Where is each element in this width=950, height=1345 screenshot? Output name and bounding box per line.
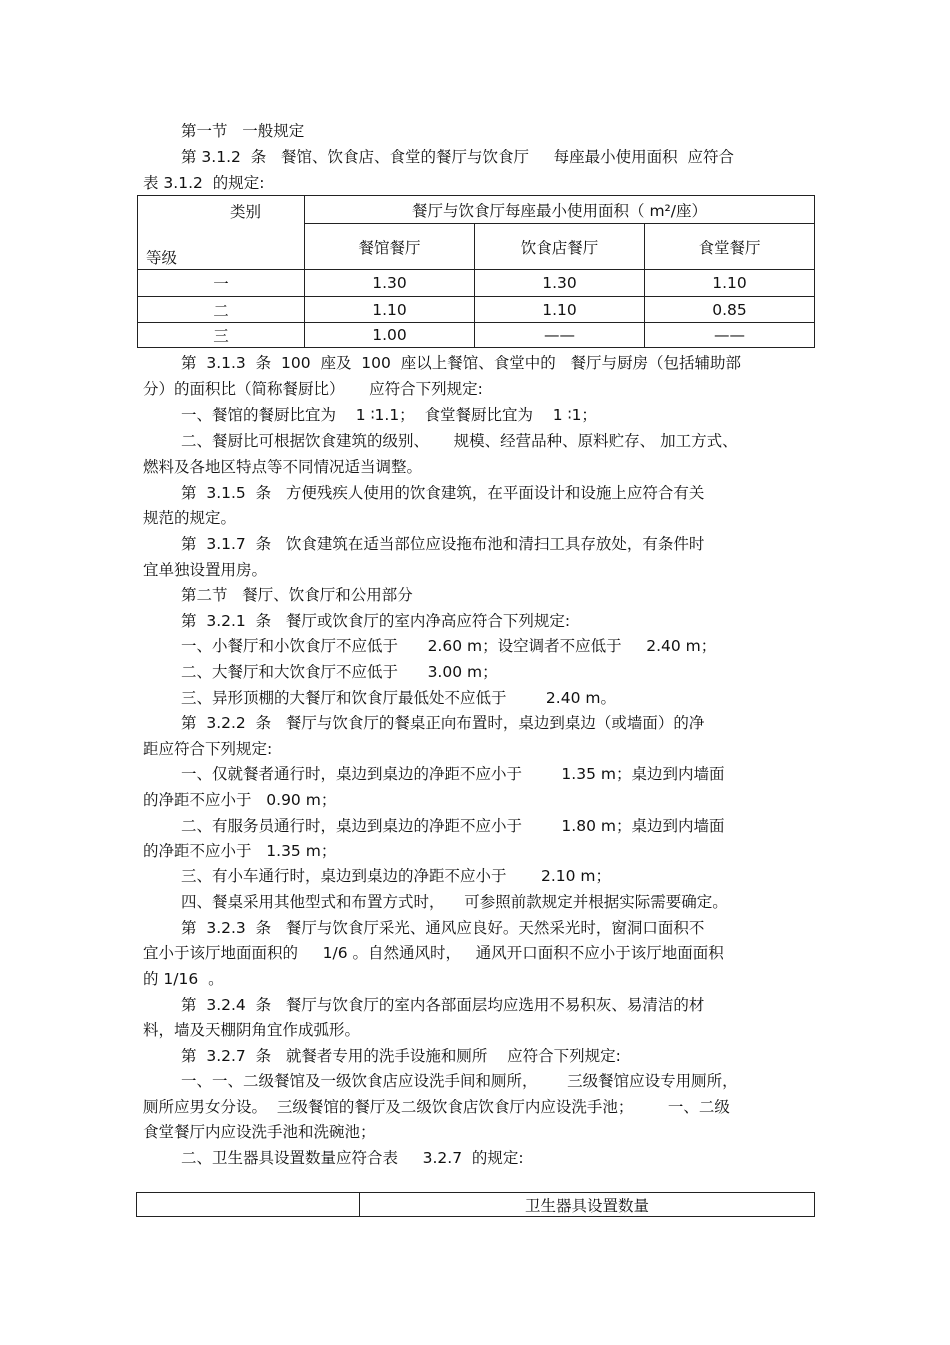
section-heading: 第二节 餐厅、饮食厅和公用部分 bbox=[181, 586, 413, 604]
value-cell: —— bbox=[645, 323, 815, 348]
clause-item: 二、大餐厅和大饮食厅不应低于 3.00 m； bbox=[181, 663, 498, 681]
clause-3-1-5-cont: 规范的规定。 bbox=[143, 509, 237, 527]
section-heading: 第一节 一般规定 bbox=[181, 122, 305, 140]
table-3-1-2 bbox=[137, 195, 815, 348]
clause-item: 三、异形顶棚的大餐厅和饮食厅最低处不应低于 2.40 m。 bbox=[181, 689, 616, 707]
clause-item: 一、仅就餐者通行时，桌边到桌边的净距不应小于 1.35 m；桌边到内墙面 bbox=[181, 765, 725, 783]
table-group-header: 餐厅与饮食厅每座最小使用面积（ m²/座） bbox=[305, 196, 815, 224]
table-empty-cell bbox=[137, 1193, 360, 1217]
clause-3-1-7: 第 3.1.7 条 饮食建筑在适当部位应设拖布池和清扫工具存放处，有条件时 bbox=[181, 535, 705, 553]
clause-3-2-4: 第 3.2.4 条 餐厅与饮食厅的室内各部面层均应选用不易积灰、易清洁的材 bbox=[181, 996, 705, 1014]
table-row bbox=[138, 297, 815, 323]
clause-3-1-7-cont: 宜单独设置用房。 bbox=[143, 561, 268, 579]
clause-item: 四、餐桌采用其他型式和布置方式时， 可参照前款规定并根据实际需要确定。 bbox=[181, 893, 728, 911]
clause-item-cont: 食堂餐厅内应设洗手池和洗碗池； bbox=[143, 1123, 376, 1141]
clause-item: 一、餐馆的餐厨比宜为 1 ∶1.1； 食堂餐厨比宜为 1 ∶1； bbox=[181, 406, 597, 424]
clause-3-2-2-cont: 距应符合下列规定: bbox=[143, 740, 273, 758]
table-3-2-7 bbox=[136, 1192, 815, 1217]
value-cell: 1.30 bbox=[475, 270, 645, 297]
clause-3-2-3: 第 3.2.3 条 餐厅与饮食厅采光、通风应良好。天然采光时，窗洞口面积不 bbox=[181, 919, 705, 937]
clause-3-2-3-cont: 宜小于该厅地面面积的 1/6 。自然通风时， 通风开口面积不应小于该厅地面面积 bbox=[143, 944, 724, 962]
clause-3-2-3-cont: 的 1/16 。 bbox=[143, 970, 224, 988]
value-cell: 0.85 bbox=[645, 297, 815, 323]
clause-item: 二、餐厨比可根据饮食建筑的级别、 规模、经营品种、原料贮存、 加工方式、 bbox=[181, 432, 738, 450]
table-row bbox=[138, 270, 815, 297]
clause-3-1-3: 第 3.1.3 条 100 座及 100 座以上餐馆、食堂中的 餐厅与厨房（包括辅助部 bbox=[181, 354, 742, 372]
clause-3-2-2: 第 3.2.2 条 餐厅与饮食厅的餐桌正向布置时，桌边到桌边（或墙面）的净 bbox=[181, 714, 705, 732]
clause-item-cont: 厕所应男女分设。 三级餐馆的餐厅及二级饮食店饮食厅内应设洗手池； 一、二级 bbox=[143, 1098, 730, 1116]
clause-3-1-2-cont: 表 3.1.2 的规定: bbox=[143, 174, 265, 192]
value-cell: 1.10 bbox=[645, 270, 815, 297]
clause-item: 二、有服务员通行时，桌边到桌边的净距不应小于 1.80 m；桌边到内墙面 bbox=[181, 817, 725, 835]
value-cell: 1.00 bbox=[305, 323, 475, 348]
value-cell: 1.30 bbox=[305, 270, 475, 297]
column-header: 餐馆餐厅 bbox=[305, 224, 475, 270]
table-header: 卫生器具设置数量 bbox=[360, 1193, 815, 1217]
clause-3-2-1: 第 3.2.1 条 餐厅或饮食厅的室内净高应符合下列规定: bbox=[181, 612, 571, 630]
value-cell: —— bbox=[475, 323, 645, 348]
value-cell: 1.10 bbox=[475, 297, 645, 323]
clause-3-2-4-cont: 料，墙及天棚阴角宜作成弧形。 bbox=[143, 1021, 361, 1039]
column-header: 食堂餐厅 bbox=[645, 224, 815, 270]
clause-3-1-2: 第 3.1.2 条 餐馆、饮食店、食堂的餐厅与饮食厅 每座最小使用面积 应符合 bbox=[181, 148, 734, 166]
clause-item-cont: 燃料及各地区特点等不同情况适当调整。 bbox=[143, 458, 423, 476]
clause-item: 三、有小车通行时，桌边到桌边的净距不应小于 2.10 m； bbox=[181, 867, 612, 885]
corner-bottom-label: 等级 bbox=[146, 249, 178, 267]
value-cell: 1.10 bbox=[305, 297, 475, 323]
clause-item: 一、一、二级餐馆及一级饮食店应设洗手间和厕所， 三级餐馆应设专用厕所， bbox=[181, 1072, 738, 1090]
grade-cell: 三 bbox=[138, 323, 305, 348]
corner-top-label: 类别 bbox=[230, 203, 262, 221]
clause-item: 二、卫生器具设置数量应符合表 3.2.7 的规定: bbox=[181, 1149, 524, 1167]
clause-item: 一、小餐厅和小饮食厅不应低于 2.60 m；设空调者不应低于 2.40 m； bbox=[181, 637, 717, 655]
clause-3-1-3-cont: 分）的面积比（简称餐厨比） 应符合下列规定: bbox=[143, 380, 483, 398]
table-row bbox=[138, 323, 815, 348]
column-header: 饮食店餐厅 bbox=[475, 224, 645, 270]
clause-3-2-7: 第 3.2.7 条 就餐者专用的洗手设施和厕所 应符合下列规定: bbox=[181, 1047, 621, 1065]
table-corner-cell bbox=[138, 196, 305, 270]
grade-cell: 二 bbox=[138, 297, 305, 323]
clause-item-cont: 的净距不应小于 0.90 m； bbox=[143, 791, 337, 809]
clause-3-1-5: 第 3.1.5 条 方便残疾人使用的饮食建筑，在平面设计和设施上应符合有关 bbox=[181, 484, 705, 502]
clause-item-cont: 的净距不应小于 1.35 m； bbox=[143, 842, 337, 860]
grade-cell: 一 bbox=[138, 270, 305, 297]
